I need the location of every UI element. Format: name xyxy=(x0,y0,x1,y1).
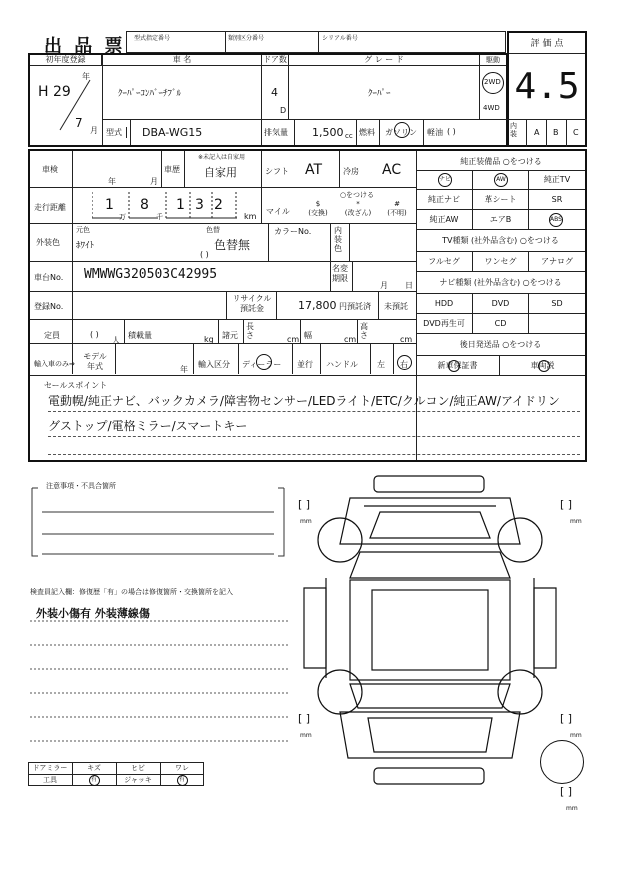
divider xyxy=(30,319,416,320)
interior-label: 内装 xyxy=(510,122,517,138)
type-designation-label: 型式指定番号 xyxy=(134,35,171,42)
divider xyxy=(261,119,262,145)
km-unit: km xyxy=(244,212,257,221)
month: 7 xyxy=(75,116,83,130)
history: 自家用 xyxy=(204,166,237,179)
divider xyxy=(124,319,125,343)
mileage-digit-3: 1 xyxy=(176,197,185,213)
vin: WMWWG320503C42995 xyxy=(84,267,218,282)
divider xyxy=(72,343,73,374)
divider xyxy=(30,223,416,224)
nav-sd[interactable]: SD xyxy=(529,294,585,314)
grade-label: グ レ ー ド xyxy=(289,55,479,66)
era-year: H 29 xyxy=(38,84,71,100)
sales-line-2: グストップ/電格ミラー/スマートキー xyxy=(48,417,580,437)
divider xyxy=(294,119,295,145)
length-label: 長さ xyxy=(246,322,254,340)
meter-tampered[interactable]: * (改ざん) xyxy=(344,200,372,217)
ft-jack: ジャッキ xyxy=(124,776,152,784)
fuel-light-oil: 軽油 xyxy=(427,128,443,137)
equip-aw-cell[interactable] xyxy=(473,170,529,190)
tire-mm-fr: mm xyxy=(570,518,582,525)
handle-left[interactable]: 左 xyxy=(377,360,385,369)
interior-color-label: 内装色 xyxy=(334,226,342,253)
model-label: 型式 xyxy=(106,127,127,138)
capacity-label: 定員 xyxy=(44,331,60,340)
width-label: 幅 xyxy=(304,331,312,340)
divider xyxy=(30,261,416,262)
interior-b: B xyxy=(553,128,559,137)
equip-airbag[interactable]: エアB xyxy=(473,210,529,230)
fuel-label: 燃料 xyxy=(359,128,375,137)
ft-crack: ヒビ xyxy=(131,764,145,772)
spare-tire xyxy=(540,740,584,784)
divider xyxy=(393,343,394,374)
tv-header: TV種類 (社外品含む) ○をつける xyxy=(416,230,585,252)
shaken-year: 年 xyxy=(108,177,116,186)
tire-bracket-rl: [ ] xyxy=(298,712,311,725)
divider xyxy=(292,343,293,374)
equip-tv[interactable]: 純正TV xyxy=(529,170,585,190)
reg-label: 登録No. xyxy=(34,302,64,311)
divider xyxy=(300,319,301,343)
capacity: ( ) xyxy=(90,330,99,339)
first-reg-label: 初年度登録 xyxy=(30,55,102,66)
divider xyxy=(423,119,424,145)
divider xyxy=(318,31,319,53)
divider xyxy=(339,151,340,187)
drive-label: 駆動 xyxy=(480,55,506,66)
equip-leather[interactable]: 革シート xyxy=(473,190,529,210)
expiry-month: 月 xyxy=(380,281,388,290)
shaken-label: 車検 xyxy=(42,165,58,174)
displacement: 1,500 xyxy=(312,126,344,139)
caution-label: 注意事項・不具合箇所 xyxy=(46,482,116,490)
divider xyxy=(30,291,416,292)
recycle-no: 未預託 xyxy=(384,302,408,311)
tv-oneseg[interactable]: ワンセグ xyxy=(473,252,529,272)
divider xyxy=(72,151,73,343)
divider xyxy=(330,261,331,291)
load-unit: kg xyxy=(204,335,214,344)
divider xyxy=(72,762,73,786)
import-type-label: 輸入区分 xyxy=(198,360,230,369)
divider xyxy=(130,119,131,145)
divider xyxy=(161,151,162,187)
doors-d: D xyxy=(280,106,287,115)
vin-label: 車台No. xyxy=(34,273,64,282)
inspector-text: 外装小傷有 外装薄線傷 xyxy=(36,607,150,620)
sales-label: セールスポイント xyxy=(44,381,108,390)
divider xyxy=(507,119,587,120)
equip-nav-circle: ナビ xyxy=(438,173,452,187)
divider xyxy=(330,223,331,261)
mileage-sen: 千 xyxy=(156,213,163,221)
import-parallel[interactable]: 並行 xyxy=(297,360,313,369)
shaken-month: 月 xyxy=(150,177,158,186)
color-repaint: 色替無 xyxy=(214,238,251,252)
doors-label: ドア数 xyxy=(263,55,287,64)
divider xyxy=(193,343,194,374)
equip-aw-circle: AW xyxy=(494,173,508,187)
divider xyxy=(184,151,185,187)
ft-tools-yes xyxy=(72,775,116,786)
model-year-label: モデル年式 xyxy=(83,352,107,371)
mileage-label: 走行距離 xyxy=(34,203,66,212)
divider xyxy=(276,291,277,319)
manual-circle xyxy=(538,360,550,372)
color-orig-label: 元色 xyxy=(76,226,90,234)
divider xyxy=(261,187,262,223)
tire-mm-fl: mm xyxy=(300,518,312,525)
divider xyxy=(370,343,371,374)
later-manual-text: 車両説 xyxy=(530,361,555,370)
divider xyxy=(30,375,585,376)
divider xyxy=(225,31,226,53)
ac: AC xyxy=(382,162,402,178)
history-label: 車歴 xyxy=(164,165,180,174)
recycle-label: リサイクル預託金 xyxy=(232,294,272,313)
nav-cd[interactable]: CD xyxy=(473,314,529,334)
divider xyxy=(546,119,547,147)
form-title: 出 品 票 xyxy=(44,36,126,57)
equip-nav-cell[interactable] xyxy=(416,170,473,190)
mileage-digit-5: 2 xyxy=(214,197,223,213)
ft-tools: 工具 xyxy=(43,776,57,784)
interior-a: A xyxy=(534,128,540,137)
equip-sr[interactable]: SR xyxy=(529,190,585,210)
color-orig: ﾎﾜｲﾄ xyxy=(76,241,95,251)
mileage-boxes xyxy=(92,190,242,222)
width-cm: cm xyxy=(344,335,357,344)
shift: AT xyxy=(305,162,323,178)
divider xyxy=(357,319,358,343)
interior-c: C xyxy=(573,128,579,137)
class-number-label: 類別区分番号 xyxy=(228,35,265,42)
divider xyxy=(268,223,269,261)
sales-line-3 xyxy=(48,454,580,455)
mileage-digit-4: 3 xyxy=(195,197,204,213)
divider xyxy=(349,223,350,261)
mileage-digit-2: 8 xyxy=(140,197,149,213)
divider xyxy=(320,343,321,374)
divider xyxy=(226,291,227,319)
divider xyxy=(566,119,567,147)
handle-right[interactable]: 右 xyxy=(400,360,408,369)
divider xyxy=(160,762,161,786)
divider xyxy=(526,119,527,147)
divider xyxy=(102,55,103,145)
caution-bracket xyxy=(28,482,288,562)
equipment-header: 純正装備品 ○をつける xyxy=(460,157,542,166)
expiry-label: 名変期限 xyxy=(332,264,348,283)
ft-jack-yes xyxy=(160,775,204,786)
shift-label: シフト xyxy=(265,167,289,176)
divider xyxy=(379,119,380,145)
expiry-day: 日 xyxy=(405,281,413,290)
handle-label: ハンドル xyxy=(326,360,358,369)
meter-exchange[interactable]: $ (交換) xyxy=(308,200,328,217)
capacity-unit: 人 xyxy=(112,336,120,345)
tv-analog[interactable]: アナログ xyxy=(529,252,585,272)
mileage-man: 万 xyxy=(119,213,126,221)
nav-empty xyxy=(529,314,585,334)
dealer-circle xyxy=(256,354,272,370)
mileage-digit-1: 1 xyxy=(105,197,114,213)
score-label: 評 価 点 xyxy=(509,36,585,54)
import-dealer[interactable]: ディーラー xyxy=(242,360,282,369)
drive-4wd: 4WD xyxy=(483,104,500,112)
length-cm: cm xyxy=(287,335,300,344)
divider xyxy=(352,261,353,291)
tire-mm-spare: mm xyxy=(566,805,578,812)
divider xyxy=(30,187,416,188)
color-no-label: カラーNo. xyxy=(274,227,312,236)
divider xyxy=(30,343,416,344)
ft-scratch: キズ xyxy=(87,764,101,772)
divider xyxy=(218,319,219,343)
tv-fullseg[interactable]: フルセグ xyxy=(416,252,473,272)
later-warranty-text: 新車保証書 xyxy=(437,361,478,370)
recycle: 17,800 xyxy=(298,299,337,312)
year-unit: 年 xyxy=(82,72,90,81)
ft-tools-yes-circle: 有 xyxy=(89,775,100,786)
nav-hdd[interactable]: HDD xyxy=(416,294,473,314)
history-note: ※未記入は自家用 xyxy=(198,154,246,161)
equip-genuine-nav[interactable]: 純正ナビ xyxy=(416,190,473,210)
divider xyxy=(261,151,262,187)
nav-dvd-play[interactable]: DVD再生可 xyxy=(416,314,473,334)
later-header: 後日発送品 ○をつける xyxy=(416,334,585,356)
tire-mm-rl: mm xyxy=(300,732,312,739)
equip-genuine-aw[interactable]: 純正AW xyxy=(416,210,473,230)
divider xyxy=(378,291,379,319)
header-id-box xyxy=(126,31,506,53)
ft-mirror: ドアミラー xyxy=(32,764,68,772)
car-name: ｸｰﾊﾟｰｺﾝﾊﾞｰﾁﾌﾞﾙ xyxy=(118,89,182,99)
serial-label: シリアル番号 xyxy=(322,35,358,42)
meter-unknown[interactable]: # (不明) xyxy=(387,200,407,217)
fuel-gasoline: ガソリン xyxy=(385,128,417,137)
load-label: 積載量 xyxy=(128,331,152,340)
tire-bracket-rr: [ ] xyxy=(560,712,573,725)
score-value: 4.5 xyxy=(514,66,580,107)
divider xyxy=(116,762,117,786)
warranty-circle xyxy=(448,360,460,372)
divider xyxy=(102,119,507,120)
divider xyxy=(115,343,116,374)
meter-hint: ○をつける xyxy=(339,191,375,199)
color-paren: ( ) xyxy=(200,250,209,259)
recycle-unit: 円預託済 xyxy=(339,302,371,311)
doors: 4 xyxy=(271,86,278,99)
cc-unit: cc xyxy=(345,132,353,140)
tire-bracket-fr: [ ] xyxy=(560,498,573,511)
tire-mm-rr: mm xyxy=(570,732,582,739)
color-label: 外装色 xyxy=(36,238,60,247)
equip-abs-circle: ABS xyxy=(549,213,563,227)
drive-2wd: 2WD xyxy=(484,78,501,86)
divider xyxy=(243,319,244,343)
inspector-lines xyxy=(28,615,293,745)
dims-label: 諸元 xyxy=(222,331,238,340)
model: DBA-WG15 xyxy=(142,126,203,139)
mile-label: マイル xyxy=(266,207,290,216)
model-year-unit: 年 xyxy=(180,365,188,374)
month-unit: 月 xyxy=(90,126,98,135)
sales-line-1: 電動幌/純正ナビ、バックカメラ/障害物センサー/LEDライト/ETC/クルコン/純正AW/アイドリン xyxy=(48,392,580,412)
height-cm: cm xyxy=(400,335,413,344)
car-name-label: 車 名 xyxy=(103,55,261,66)
equip-abs-cell[interactable] xyxy=(529,210,585,230)
tire-bracket-fl: [ ] xyxy=(298,498,311,511)
nav-header: ナビ種類 (社外品含む) ○をつける xyxy=(416,272,585,294)
ft-jack-yes-circle: 有 xyxy=(177,775,188,786)
height-label: 高さ xyxy=(360,322,368,340)
displacement-label: 排気量 xyxy=(264,128,288,137)
color-repaint-label: 色替 xyxy=(206,226,220,234)
divider xyxy=(356,119,357,145)
import-label: 輸入車のみ⇒ xyxy=(34,360,75,368)
inspector-label: 検査員記入欄：修復歴「有」の場合は修復箇所・交換箇所を記入 xyxy=(30,588,233,596)
nav-dvd[interactable]: DVD xyxy=(473,294,529,314)
ac-label: 冷房 xyxy=(343,167,359,176)
fuel-paren: ( ) xyxy=(447,127,456,136)
grade: ｸｰﾊﾟｰ xyxy=(368,89,391,99)
divider xyxy=(238,343,239,374)
tire-bracket-spare: [ ] xyxy=(560,785,573,798)
ft-break: ワレ xyxy=(175,764,189,772)
